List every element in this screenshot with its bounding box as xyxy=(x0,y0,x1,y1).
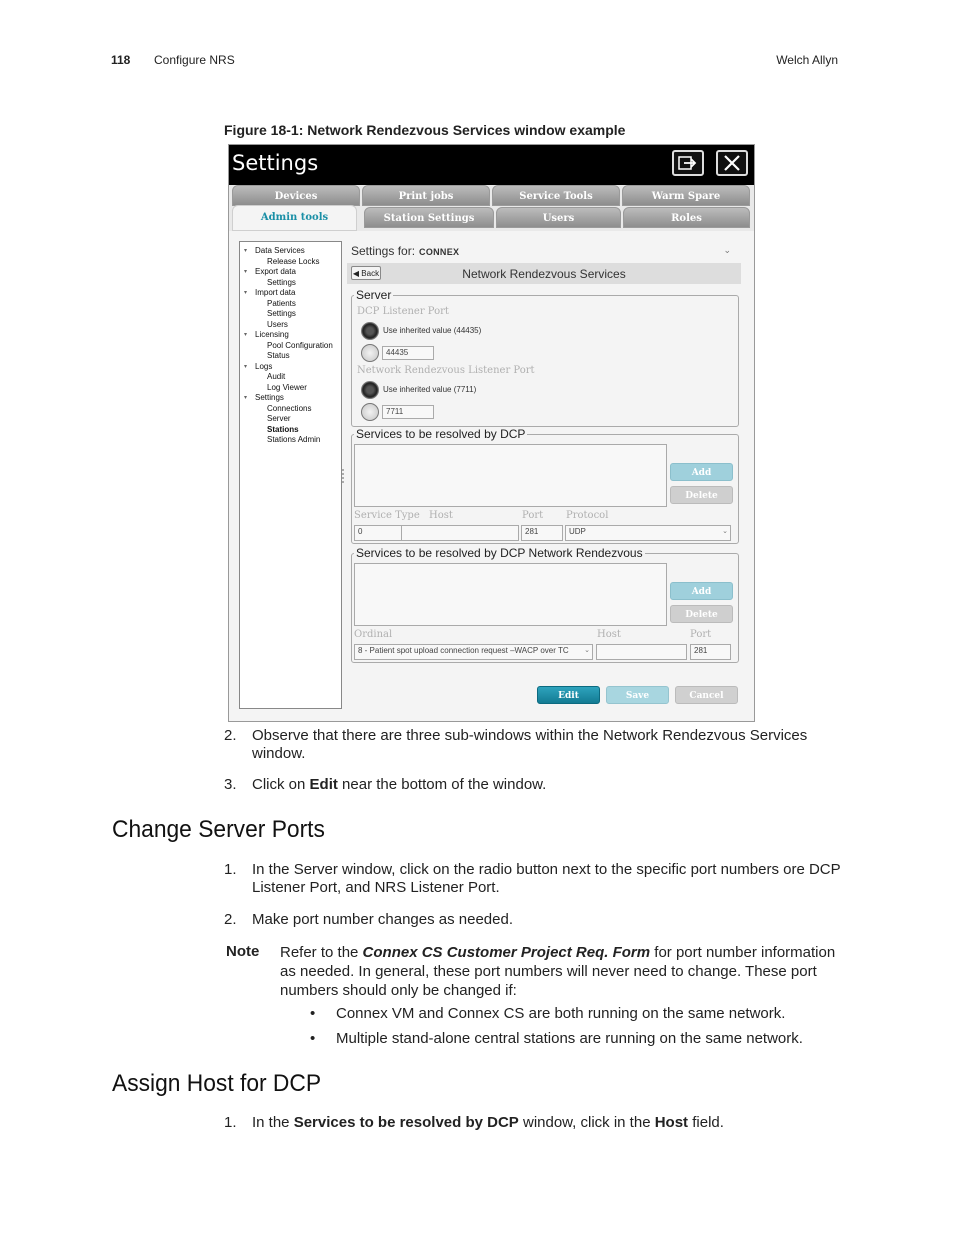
nrs-inherited-radio[interactable] xyxy=(361,381,379,399)
back-arrow-icon: ◀ xyxy=(352,269,360,278)
close-button[interactable] xyxy=(716,150,748,176)
nrs-custom-radio[interactable] xyxy=(361,403,379,421)
tree-item[interactable]: Server xyxy=(267,414,291,423)
bullet-text: Connex VM and Connex CS are both running on the same network. xyxy=(336,1005,786,1022)
col-port: Port xyxy=(690,629,712,640)
edit-button[interactable]: Edit xyxy=(537,686,600,704)
dcp-delete-button[interactable]: Delete xyxy=(670,486,733,504)
nrs-services-title: Services to be resolved by DCP Network Rendezvous xyxy=(356,546,643,560)
nav-title: Network Rendezvous Services xyxy=(462,267,626,281)
tree-item[interactable]: Status xyxy=(267,351,290,360)
chevron-down-icon: ⌄ xyxy=(722,528,728,535)
tab-station-settings[interactable]: Station Settings xyxy=(364,207,494,228)
protocol-value: UDP xyxy=(569,527,586,536)
dcp-services-group xyxy=(351,427,739,544)
dcp-inherited-radio[interactable] xyxy=(361,322,379,340)
back-label: Back xyxy=(361,269,380,278)
step-number: 2. xyxy=(224,911,237,928)
tree-item[interactable]: Settings xyxy=(267,309,296,318)
tree-item[interactable]: Settings xyxy=(267,277,296,287)
caret-down-icon[interactable]: ▾ xyxy=(244,290,248,296)
window-title: Settings xyxy=(232,151,319,175)
dcp-port-field[interactable]: 44435 xyxy=(382,346,434,360)
tab-warm-spare[interactable]: Warm Spare xyxy=(622,185,750,206)
splitter-handle[interactable] xyxy=(341,467,345,487)
step-text: In the Server window, click on the radio button next to the specific port numbers ore DCP Listener Port, and NRS Listener Port. xyxy=(252,861,841,896)
settings-for-label: Settings for: xyxy=(351,244,416,258)
chevron-down-icon[interactable]: ⌄ xyxy=(723,245,731,255)
page-number: 118 xyxy=(111,53,131,67)
chevron-down-icon: ⌄ xyxy=(584,647,590,654)
nav-bar xyxy=(347,263,741,284)
section-heading: Assign Host for DCP xyxy=(112,1070,322,1097)
bullet-icon: • xyxy=(310,1005,316,1022)
tab-users[interactable]: Users xyxy=(496,207,621,228)
window-titlebar xyxy=(229,145,754,185)
navigation-tree xyxy=(239,241,342,709)
nrs-host-field[interactable] xyxy=(596,644,687,660)
caret-down-icon[interactable]: ▾ xyxy=(244,395,248,401)
tree-item[interactable]: Import data xyxy=(255,288,296,297)
nrs-add-button[interactable]: Add xyxy=(670,582,733,600)
col-host: Host xyxy=(429,510,453,521)
dcp-custom-radio[interactable] xyxy=(361,344,379,362)
step-number: 2. xyxy=(224,727,237,744)
step-text: In the Services to be resolved by DCP window, click in the Host field. xyxy=(252,1114,724,1131)
settings-for-value: CONNEX xyxy=(419,247,460,257)
tab-devices[interactable]: Devices xyxy=(232,185,360,206)
protocol-select[interactable] xyxy=(565,525,731,541)
tab-service-tools[interactable]: Service Tools xyxy=(492,185,620,206)
settings-window-screenshot xyxy=(228,144,755,722)
server-group-title: Server xyxy=(356,288,392,302)
tree-item[interactable]: Logs xyxy=(255,361,273,371)
tree-item[interactable]: Stations Admin xyxy=(267,435,321,444)
tab-print-jobs[interactable]: Print jobs xyxy=(362,185,490,206)
figure-caption: Figure 18-1: Network Rendezvous Services window example xyxy=(224,122,626,138)
nrs-delete-button[interactable]: Delete xyxy=(670,605,733,623)
dcp-services-title: Services to be resolved by DCP xyxy=(356,427,526,441)
step-text: Click on Edit near the bottom of the window. xyxy=(252,776,547,793)
save-button[interactable]: Save xyxy=(606,686,669,704)
dcp-add-button[interactable]: Add xyxy=(670,463,733,481)
tree-item[interactable]: Licensing xyxy=(255,330,289,339)
tab-admin-tools[interactable]: Admin tools xyxy=(232,205,357,231)
brand-name: Welch Allyn xyxy=(776,53,838,67)
close-icon xyxy=(723,154,741,172)
tree-item[interactable]: Patients xyxy=(267,298,296,308)
section-heading: Change Server Ports xyxy=(112,816,325,843)
settings-for[interactable] xyxy=(351,244,459,258)
nrs-listener-port-label: Network Rendezvous Listener Port xyxy=(357,365,535,376)
tab-roles[interactable]: Roles xyxy=(623,207,750,228)
nrs-port-field[interactable]: 281 xyxy=(690,644,731,660)
tree-item[interactable]: Data Services xyxy=(255,246,305,255)
step-number: 1. xyxy=(224,1114,237,1131)
tree-item[interactable]: Export data xyxy=(255,267,296,276)
dcp-inherited-label: Use inherited value (44435) xyxy=(383,326,482,335)
step-text: Make port number changes as needed. xyxy=(252,911,513,928)
export-button[interactable] xyxy=(672,150,704,176)
tree-item[interactable]: Release Locks xyxy=(267,256,320,266)
service-type-field[interactable]: 0 xyxy=(354,525,425,541)
export-icon xyxy=(678,155,698,171)
nrs-services-group xyxy=(351,546,739,663)
port-field[interactable]: 281 xyxy=(521,525,563,541)
tree-item[interactable]: Connections xyxy=(267,403,312,413)
nrs-port-field[interactable]: 7711 xyxy=(382,405,434,419)
step-text: Observe that there are three sub-windows within the Network Rendezvous Services window. xyxy=(252,727,808,762)
cancel-button[interactable]: Cancel xyxy=(675,686,738,704)
caret-down-icon[interactable]: ▾ xyxy=(244,269,248,275)
step-number: 3. xyxy=(224,776,237,793)
dcp-services-list[interactable] xyxy=(354,444,667,507)
tree-item[interactable]: Stations xyxy=(267,424,299,434)
caret-down-icon[interactable]: ▾ xyxy=(244,248,248,254)
back-button[interactable] xyxy=(351,266,381,280)
tree-item[interactable]: Audit xyxy=(267,372,286,381)
settings-content xyxy=(347,241,747,711)
caret-down-icon[interactable]: ▾ xyxy=(244,363,248,370)
col-service-type: Service Type xyxy=(354,510,420,521)
tree-item[interactable]: Log Viewer xyxy=(267,382,307,392)
tree-item[interactable]: Settings xyxy=(255,393,284,402)
nrs-services-list[interactable] xyxy=(354,563,667,626)
host-field[interactable] xyxy=(401,525,519,541)
caret-down-icon[interactable]: ▾ xyxy=(244,332,248,338)
nrs-inherited-label: Use inherited value (7711) xyxy=(383,385,477,394)
server-group xyxy=(351,288,739,427)
note-label: Note xyxy=(226,943,260,960)
ordinal-select[interactable] xyxy=(354,644,593,660)
bullet-text: Multiple stand-alone central stations are running on the same network. xyxy=(336,1030,803,1047)
ordinal-value: 8 - Patient spot upload connection request –WACP over TC xyxy=(358,646,569,655)
running-section-title: Configure NRS xyxy=(154,53,235,67)
tree-item[interactable]: Pool Configuration xyxy=(267,340,333,350)
step-number: 1. xyxy=(224,861,237,878)
col-port: Port xyxy=(522,510,544,521)
note-text: Refer to the Connex CS Customer Project Req. Form for port number information as needed. In general, these port numbers will never need to change. These port numbers should only be changed if: xyxy=(280,944,836,999)
col-protocol: Protocol xyxy=(566,510,609,521)
tree-item[interactable]: Users xyxy=(267,319,288,329)
dcp-listener-port-label: DCP Listener Port xyxy=(357,306,449,317)
tab-bar xyxy=(229,185,754,231)
col-ordinal: Ordinal xyxy=(354,629,393,640)
bullet-icon: • xyxy=(310,1030,316,1047)
col-host: Host xyxy=(597,629,621,640)
